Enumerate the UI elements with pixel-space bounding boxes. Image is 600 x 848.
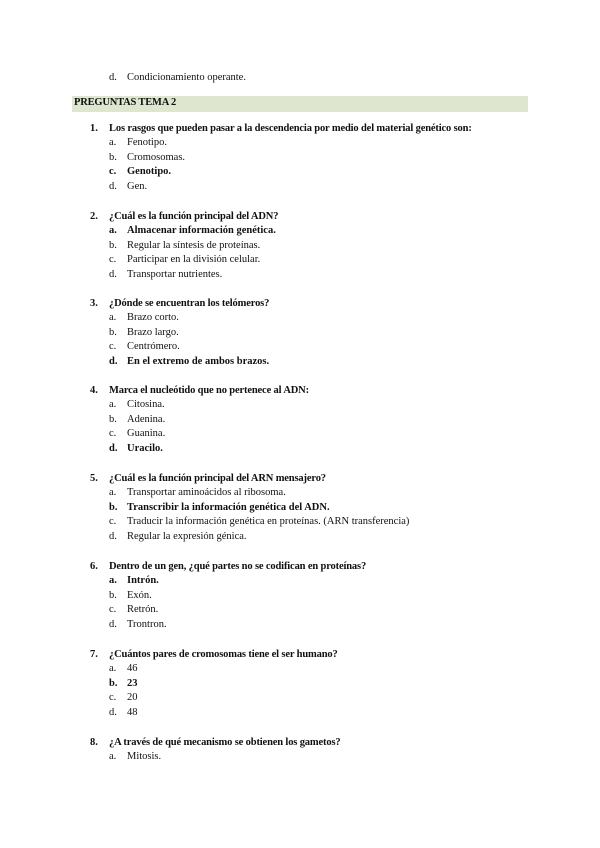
- option-letter: d.: [109, 72, 117, 83]
- question-number: 6.: [90, 561, 98, 572]
- answer-option: [90, 574, 530, 589]
- answer-option: [90, 530, 530, 545]
- answer-option: [90, 326, 530, 341]
- option-text: Trontron.: [127, 618, 167, 630]
- question-number: 1.: [90, 123, 98, 134]
- option-letter: a.: [109, 312, 117, 323]
- option-text: Cromosomas.: [127, 151, 186, 163]
- answer-option: [90, 691, 530, 706]
- option-letter: d.: [109, 355, 118, 367]
- question-block: [90, 122, 530, 194]
- question-heading: [90, 472, 530, 486]
- option-letter: c.: [109, 516, 117, 528]
- answer-option: [90, 501, 530, 516]
- option-letter: d.: [109, 618, 117, 630]
- option-text: Brazo corto.: [127, 312, 179, 323]
- option-letter: b.: [109, 677, 118, 689]
- option-text: Citosina.: [127, 399, 165, 410]
- question-text: Marca el nucleótido que no pertenece al ADN:: [109, 385, 309, 396]
- answer-option: [90, 589, 530, 604]
- section-title: PREGUNTAS TEMA 2: [74, 97, 177, 108]
- option-text: 20: [127, 692, 138, 704]
- option-text: Brazo largo.: [127, 326, 179, 338]
- option-text: Guanina.: [127, 428, 166, 440]
- option-letter: b.: [109, 589, 117, 601]
- answer-option: [90, 136, 530, 151]
- question-heading: [90, 648, 530, 662]
- question-heading: [90, 122, 530, 136]
- option-letter: a.: [109, 137, 117, 148]
- question-heading: [90, 384, 530, 398]
- answer-option: [90, 224, 530, 239]
- option-text: Almacenar información genética.: [127, 225, 276, 236]
- question-heading: [90, 736, 530, 750]
- previous-option: [109, 72, 246, 83]
- question-block: [90, 384, 530, 456]
- option-text: Condicionamiento operante.: [127, 72, 246, 83]
- answer-option: [90, 442, 530, 457]
- answer-option: [90, 662, 530, 677]
- question-block: [90, 210, 530, 282]
- option-letter: c.: [109, 341, 117, 353]
- question-number: 5.: [90, 473, 98, 484]
- answer-option: [90, 427, 530, 442]
- question-text: Dentro de un gen, ¿qué partes no se codifican en proteínas?: [109, 561, 367, 572]
- answer-option: [90, 311, 530, 326]
- question-text: ¿Dónde se encuentran los telómeros?: [109, 298, 270, 309]
- option-letter: d.: [109, 442, 118, 454]
- question-heading: [90, 297, 530, 311]
- option-text: 23: [127, 677, 138, 689]
- option-text: 46: [127, 663, 138, 674]
- answer-option: [90, 340, 530, 355]
- option-letter: a.: [109, 487, 117, 498]
- option-text: Centrómero.: [127, 341, 180, 353]
- question-text: ¿A través de qué mecanismo se obtienen los gametos?: [109, 737, 341, 748]
- answer-option: [90, 515, 530, 530]
- question-heading: [90, 560, 530, 574]
- answer-option: [90, 398, 530, 413]
- answer-option: [90, 239, 530, 254]
- answer-option: [90, 706, 530, 721]
- option-letter: b.: [109, 413, 117, 425]
- question-block: [90, 560, 530, 632]
- answer-option: [90, 618, 530, 633]
- answer-option: [90, 180, 530, 195]
- option-letter: d.: [109, 180, 117, 192]
- question-text: Los rasgos que pueden pasar a la descendencia por medio del material genético son:: [109, 123, 472, 134]
- question-block: [90, 297, 530, 369]
- option-text: Intrón.: [127, 575, 159, 586]
- answer-option: [90, 677, 530, 692]
- option-letter: c.: [109, 166, 117, 178]
- question-number: 3.: [90, 298, 98, 309]
- question-number: 2.: [90, 211, 98, 222]
- option-letter: c.: [109, 428, 117, 440]
- option-text: Genotipo.: [127, 166, 172, 178]
- option-letter: c.: [109, 692, 117, 704]
- answer-option: [90, 355, 530, 370]
- option-text: Exón.: [127, 589, 152, 601]
- option-text: Retrón.: [127, 604, 159, 616]
- option-text: Uracilo.: [127, 442, 163, 454]
- option-letter: c.: [109, 254, 117, 266]
- question-block: [90, 648, 530, 720]
- option-letter: a.: [109, 225, 117, 236]
- answer-option: [90, 253, 530, 268]
- option-letter: a.: [109, 575, 117, 586]
- option-text: Transportar nutrientes.: [127, 268, 223, 280]
- option-text: En el extremo de ambos brazos.: [127, 355, 270, 367]
- option-letter: d.: [109, 530, 117, 542]
- answer-option: [90, 603, 530, 618]
- option-text: Transcribir la información genética del ADN.: [127, 501, 330, 513]
- option-letter: a.: [109, 663, 117, 674]
- answer-option: [90, 413, 530, 428]
- answer-option: [90, 486, 530, 501]
- option-letter: d.: [109, 706, 117, 718]
- option-letter: b.: [109, 501, 118, 513]
- answer-option: [90, 750, 530, 765]
- option-letter: a.: [109, 399, 117, 410]
- question-text: ¿Cuál es la función principal del ARN mensajero?: [109, 473, 326, 484]
- question-text: ¿Cuántos pares de cromosomas tiene el ser humano?: [109, 649, 338, 660]
- question-number: 8.: [90, 737, 98, 748]
- option-letter: d.: [109, 268, 117, 280]
- option-letter: b.: [109, 151, 117, 163]
- option-text: Gen.: [127, 180, 148, 192]
- option-text: Participar en la división celular.: [127, 254, 261, 266]
- option-letter: c.: [109, 604, 117, 616]
- option-letter: b.: [109, 239, 117, 251]
- answer-option: [90, 151, 530, 166]
- option-text: 48: [127, 706, 138, 718]
- question-number: 4.: [90, 385, 98, 396]
- question-text: ¿Cuál es la función principal del ADN?: [109, 211, 279, 222]
- question-block: [90, 736, 530, 765]
- option-text: Fenotipo.: [127, 137, 167, 148]
- option-text: Adenina.: [127, 413, 166, 425]
- option-text: Mitosis.: [127, 751, 162, 762]
- answer-option: [90, 268, 530, 283]
- option-letter: a.: [109, 751, 117, 762]
- question-block: [90, 472, 530, 544]
- option-text: Traducir la información genética en proteínas. (ARN transferencia): [127, 516, 410, 528]
- option-letter: b.: [109, 326, 117, 338]
- option-text: Regular la síntesis de proteínas.: [127, 239, 261, 251]
- option-text: Regular la expresión génica.: [127, 530, 247, 542]
- question-number: 7.: [90, 649, 98, 660]
- answer-option: [90, 165, 530, 180]
- option-text: Transportar aminoácidos al ribosoma.: [127, 487, 286, 498]
- question-heading: [90, 210, 530, 224]
